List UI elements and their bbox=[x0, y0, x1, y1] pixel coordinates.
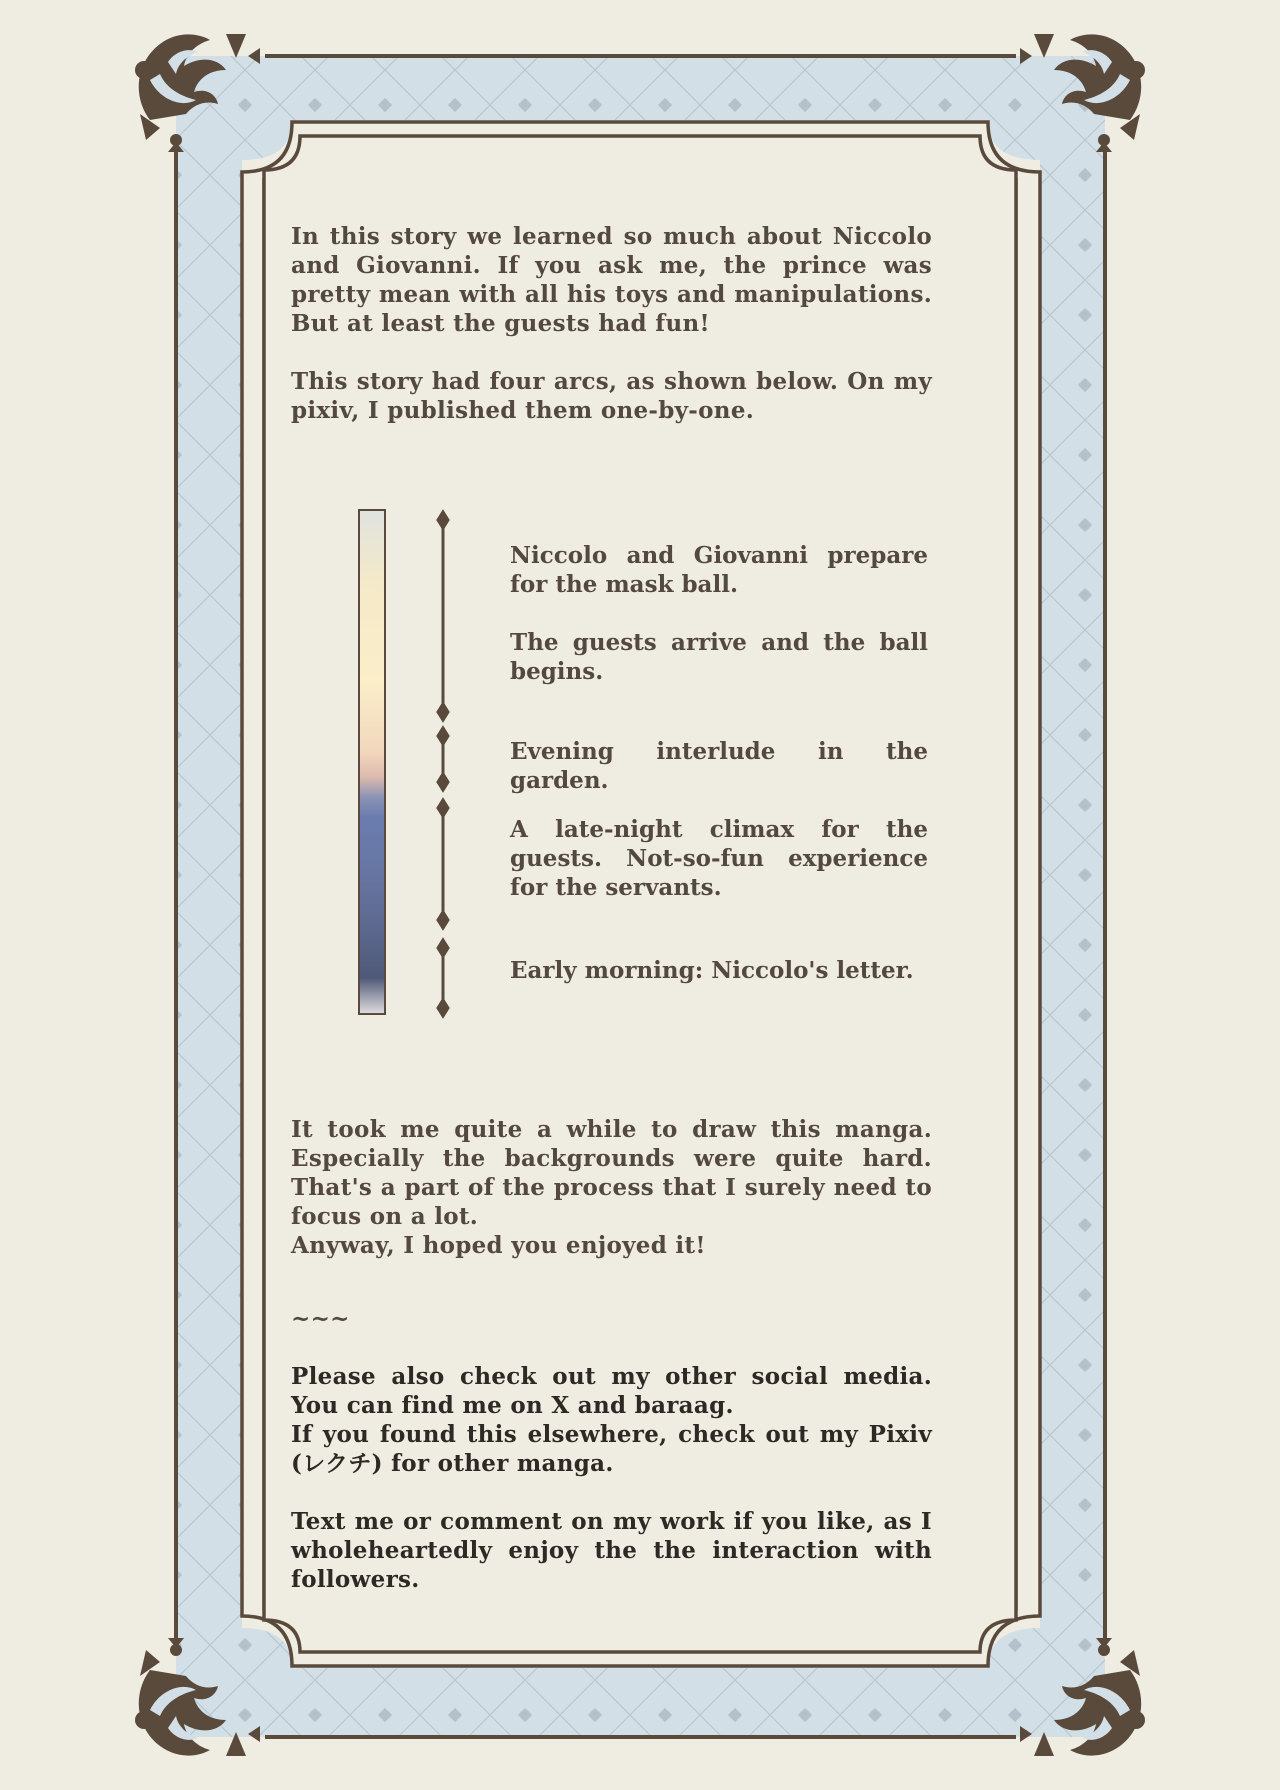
outro-text bbox=[291, 1115, 932, 1594]
arc-3-text: Evening interlude in the garden. bbox=[510, 738, 928, 794]
arc-4-text: A late-night climax for the guests. Not-so-fun experience for the servants. bbox=[510, 816, 928, 901]
divider-text: ~~~ bbox=[291, 1305, 350, 1332]
intro-paragraph-1: In this story we learned so much about Niccolo and Giovanni. If you ask me, the prince was pretty mean with all his toys and manipulations. But at least the guests had fun! bbox=[291, 223, 932, 337]
intro-paragraph-2: This story had four arcs, as shown below. On my pixiv, I published them one-by-one. bbox=[291, 368, 932, 424]
outro-paragraph-3: Please also check out my other social media. You can find me on X and baraag. bbox=[291, 1363, 932, 1419]
outro-paragraph-1: It took me quite a while to draw this manga. Especially the backgrounds were quite hard. That's a part of the process that I surely need to focus on a lot. bbox=[291, 1116, 932, 1230]
intro-text bbox=[291, 222, 932, 425]
outro-paragraph-4: If you found this elsewhere, check out my Pixiv (レクチ) for other manga. bbox=[291, 1421, 932, 1477]
outro-paragraph-5: Text me or comment on my work if you like, as I wholeheartedly enjoy the the interaction with followers. bbox=[291, 1508, 932, 1593]
arc-2-text: The guests arrive and the ball begins. bbox=[510, 629, 928, 685]
outro-paragraph-2: Anyway, I hoped you enjoyed it! bbox=[291, 1232, 706, 1259]
arc-1-text: Niccolo and Giovanni prepare for the mask ball. bbox=[510, 542, 928, 598]
arc-5-text: Early morning: Niccolo's letter. bbox=[510, 957, 914, 984]
timeline-gradient-bar bbox=[358, 509, 386, 1015]
